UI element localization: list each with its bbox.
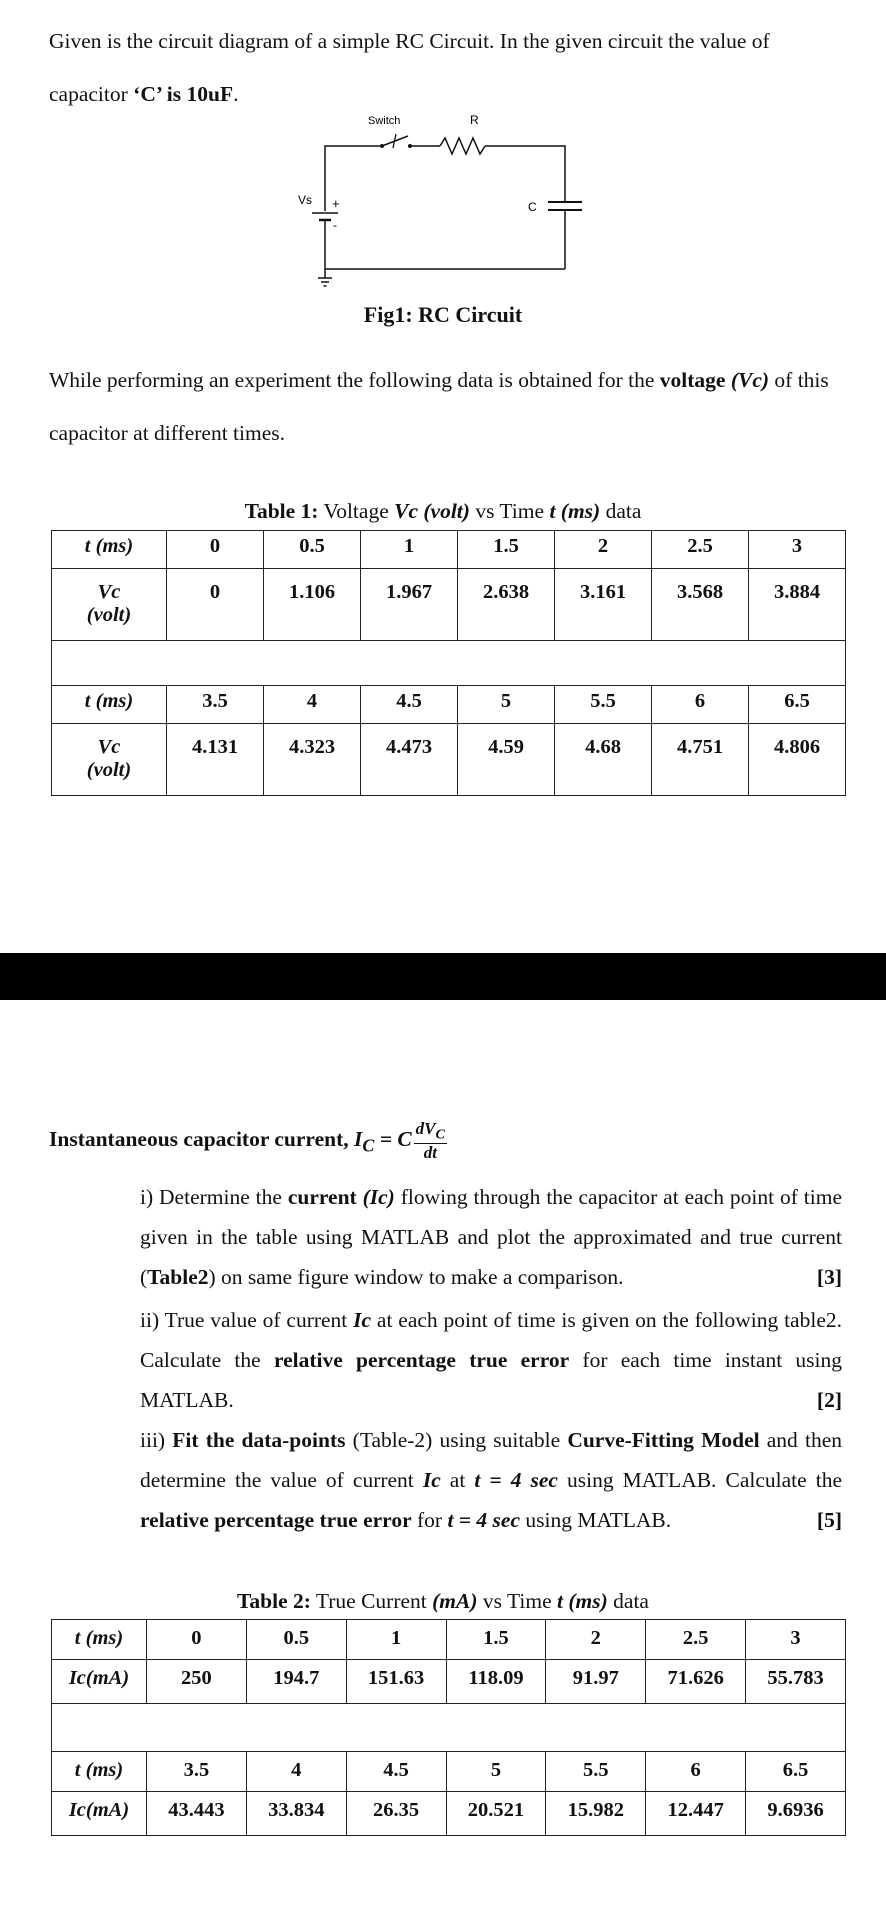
table1-caption-label: Table 1:: [244, 499, 319, 523]
q2-text2: for each time instant using MATLAB.: [140, 1348, 843, 1412]
q3-var-t2: t = 4 sec: [447, 1508, 520, 1532]
experiment-text-b: of this capacitor at different times.: [49, 368, 829, 445]
intro-period: .: [233, 82, 239, 106]
q1-bold-table2: Table2: [147, 1265, 209, 1289]
table-cell: 4.131: [167, 724, 264, 796]
q1-text1: flowing through the capacitor at each point of time given in the table using MATLAB and plot the approximated and true current (: [140, 1185, 842, 1289]
q3-bold-fit: Fit the data-points: [172, 1428, 346, 1452]
table-cell: 5.5: [555, 686, 652, 724]
experiment-paragraph: [49, 354, 844, 460]
table-cell: 3: [746, 1620, 846, 1660]
wire-top-right: [485, 146, 565, 202]
experiment-text-a: While performing an experiment the following data is obtained for the: [49, 368, 660, 392]
table-cell: 71.626: [646, 1660, 746, 1704]
table-cell: 4.5: [361, 686, 458, 724]
resistor-label: R: [470, 113, 479, 127]
table-cell: 1: [361, 531, 458, 569]
capacitor-label: C: [528, 200, 537, 214]
battery-minus: -: [333, 218, 337, 232]
table-cell: 3.5: [147, 1752, 247, 1792]
table-cell: 55.783: [746, 1660, 846, 1704]
table-cell: 1.967: [361, 569, 458, 641]
table-cell: 6: [652, 686, 749, 724]
q2-var-ic: Ic: [353, 1308, 372, 1332]
table2-caption-var2: t (ms): [557, 1589, 608, 1613]
q3-text5: for: [411, 1508, 448, 1532]
formula-lhs: [353, 1127, 375, 1156]
q3-text6: using MATLAB.: [520, 1508, 672, 1532]
table2-caption-var1: (mA): [432, 1589, 478, 1613]
table-cell: 5: [458, 686, 555, 724]
table-cell: 9.6936: [746, 1792, 846, 1836]
figure-caption: Fig1: RC Circuit: [363, 302, 523, 327]
table-cell: 5.5: [546, 1752, 646, 1792]
q1-marks: [3]: [816, 1265, 842, 1289]
question-iii: [140, 1420, 842, 1540]
q3-text3: at: [440, 1468, 475, 1492]
table-cell: 6.5: [746, 1752, 846, 1792]
table1-t-header-2: t (ms): [52, 686, 167, 724]
table2-row-t2: [52, 1752, 846, 1792]
formula-denominator: dt: [423, 1143, 437, 1163]
experiment-vc-var: (Vc): [730, 368, 770, 392]
table-cell: 3.884: [749, 569, 846, 641]
formula-num-sub: C: [435, 1126, 445, 1143]
table1-row-t1: [52, 531, 846, 569]
table-cell: 0.5: [264, 531, 361, 569]
table-cell: 1.5: [458, 531, 555, 569]
formula-lhs-sub: C: [362, 1135, 375, 1156]
table2-t-header-2: t (ms): [52, 1752, 147, 1792]
table1-caption-var1: Vc (volt): [394, 499, 470, 523]
table1-gap-row: [52, 641, 846, 686]
table1-vc-header-1: Vc: [97, 581, 121, 603]
table-cell: 43.443: [147, 1792, 247, 1836]
q1-var-ic: (Ic): [356, 1185, 401, 1209]
capacitor-value: ‘C’ is 10uF: [133, 82, 234, 106]
table2-caption-text-b: True Current: [310, 1589, 433, 1613]
q3-marks: [5]: [816, 1508, 842, 1532]
battery-plus: +: [332, 196, 340, 211]
vs-label: Vs: [298, 193, 313, 207]
table-cell: 1: [346, 1620, 446, 1660]
table1-row-t2: [52, 686, 846, 724]
q1-bold-current: current: [287, 1185, 357, 1209]
experiment-voltage-word: voltage: [659, 368, 726, 392]
table2-gap-row: [52, 1704, 846, 1752]
table-cell: 5: [446, 1752, 546, 1792]
table1-vc-header-row2: [52, 724, 167, 796]
table2-ic-header-2: Ic(mA): [52, 1792, 147, 1836]
q1-prefix: i) Determine the: [140, 1185, 288, 1209]
table-cell: 33.834: [246, 1792, 346, 1836]
table-cell: 6.5: [749, 686, 846, 724]
table-cell: 4: [246, 1752, 346, 1792]
q3-bold-model: Curve-Fitting Model: [567, 1428, 760, 1452]
table-cell: 2: [546, 1620, 646, 1660]
formula-numerator: [414, 1120, 447, 1144]
formula-lhs-i: I: [353, 1127, 363, 1152]
table1-caption: [0, 499, 886, 524]
table2-row-ic2: [52, 1792, 846, 1836]
table-cell: 4.473: [361, 724, 458, 796]
table-cell: 4.751: [652, 724, 749, 796]
table1-gap-cell: [52, 641, 846, 686]
table-cell: 2: [555, 531, 652, 569]
table-cell: 4.68: [555, 724, 652, 796]
q3-bold-error: relative percentage true error: [140, 1508, 412, 1532]
table1-vc-header-2b: (volt): [86, 759, 132, 781]
table2-t-header: t (ms): [52, 1620, 147, 1660]
formula-fraction: [414, 1120, 447, 1162]
table-cell: 4.806: [749, 724, 846, 796]
table-cell: 1.106: [264, 569, 361, 641]
q3-text2: and then determine the value of current: [140, 1428, 842, 1492]
q2-bold-error: relative percentage true error: [273, 1348, 570, 1372]
table-cell: 26.35: [346, 1792, 446, 1836]
table-cell: 20.521: [446, 1792, 546, 1836]
q3-var-ic: Ic: [422, 1468, 441, 1492]
q2-marks: [2]: [816, 1388, 842, 1412]
table-cell: 250: [147, 1660, 247, 1704]
table-cell: 0: [167, 569, 264, 641]
table-cell: 194.7: [246, 1660, 346, 1704]
rc-circuit-diagram: [280, 106, 600, 291]
formula-num-dv: dV: [415, 1119, 436, 1138]
table-cell: 91.97: [546, 1660, 646, 1704]
formula-equals-c: = C: [374, 1127, 412, 1152]
q2-prefix: ii) True value of current: [140, 1308, 354, 1332]
question-ii: [140, 1300, 842, 1420]
table1-caption-var2: t (ms): [549, 499, 601, 523]
resistor-zigzag: [440, 138, 485, 154]
table1-vc-header-2: (volt): [86, 604, 132, 626]
table-cell: 118.09: [446, 1660, 546, 1704]
q3-text4: using MATLAB. Calculate the: [557, 1468, 842, 1492]
q3-text1: (Table-2) using suitable: [345, 1428, 568, 1452]
table2-caption: [0, 1589, 886, 1614]
wire-bottom: [325, 220, 565, 269]
table-cell: 12.447: [646, 1792, 746, 1836]
table-cell: 2.5: [646, 1620, 746, 1660]
question-i: [140, 1177, 842, 1297]
table-cell: 3: [749, 531, 846, 569]
table1-t-header: t (ms): [52, 531, 167, 569]
table-cell: 0.5: [246, 1620, 346, 1660]
table-cell: 3.568: [652, 569, 749, 641]
table1-row-vc2: [52, 724, 846, 796]
table-cell: 4.59: [458, 724, 555, 796]
table-cell: 2.638: [458, 569, 555, 641]
table-cell: 0: [167, 531, 264, 569]
q3-var-t1: t = 4 sec: [474, 1468, 558, 1492]
table1-vc-header-1b: Vc: [97, 736, 121, 758]
table1-caption-text-c: vs Time: [469, 499, 550, 523]
formula-label: Instantaneous capacitor current,: [49, 1127, 354, 1152]
table-cell: 0: [147, 1620, 247, 1660]
q2-text1: at each point of time is given on the following table2. Calculate the: [140, 1308, 842, 1372]
table-cell: 3.161: [555, 569, 652, 641]
black-redaction-bar: [0, 953, 886, 1000]
switch-label: Switch: [368, 115, 401, 127]
table-cell: 15.982: [546, 1792, 646, 1836]
table2: [51, 1619, 846, 1836]
table-cell: 4: [264, 686, 361, 724]
table1-vc-header: [52, 569, 167, 641]
table-cell: 4.323: [264, 724, 361, 796]
table-cell: 6: [646, 1752, 746, 1792]
table-cell: 4.5: [346, 1752, 446, 1792]
table-cell: 151.63: [346, 1660, 446, 1704]
table1-caption-text-d: data: [600, 499, 642, 523]
table2-caption-text-c: vs Time: [477, 1589, 558, 1613]
table2-ic-header: Ic(mA): [52, 1660, 147, 1704]
table2-caption-text-d: data: [607, 1589, 649, 1613]
table1-caption-text-b: Voltage: [318, 499, 395, 523]
table-cell: 1.5: [446, 1620, 546, 1660]
q3-prefix: iii): [140, 1428, 173, 1452]
capacitor-current-formula: [49, 1120, 447, 1162]
table-cell: 3.5: [167, 686, 264, 724]
table1: [51, 530, 846, 796]
table2-caption-label: Table 2:: [237, 1589, 311, 1613]
table1-row-vc1: [52, 569, 846, 641]
table-cell: 2.5: [652, 531, 749, 569]
table2-row-ic1: [52, 1660, 846, 1704]
table2-row-t1: [52, 1620, 846, 1660]
q1-text2: ) on same figure window to make a comparison.: [208, 1265, 624, 1289]
intro-text: Given is the circuit diagram of a simple RC Circuit. In the given circuit the value of capacitor: [49, 29, 770, 106]
table2-gap-cell: [52, 1704, 846, 1752]
